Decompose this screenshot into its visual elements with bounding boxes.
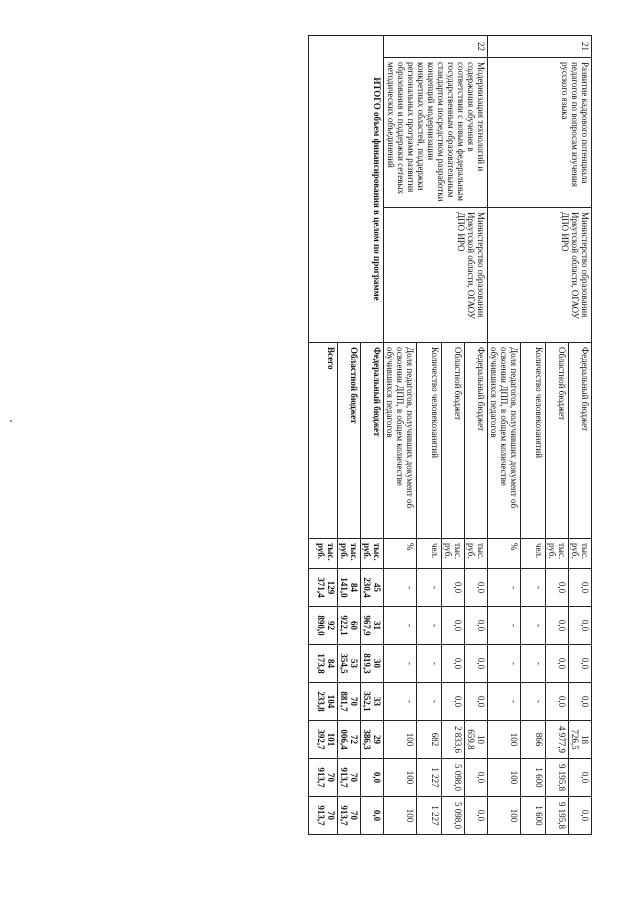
total-value-cell: 0,0 (361, 797, 384, 835)
value-cell: 1 600 (521, 759, 546, 797)
value-cell: 0,0 (465, 607, 488, 645)
value-cell: 100 (384, 797, 417, 835)
value-cell: 100 (384, 721, 417, 759)
value-cell: - (384, 645, 417, 683)
value-cell: 0,0 (465, 569, 488, 607)
value-cell: 1 227 (417, 797, 442, 835)
value-cell: 0,0 (465, 759, 488, 797)
executor: Министерство образования Иркутской области, ОГАОУ ДПО ИРО (384, 208, 488, 343)
value-cell: 5 098,0 (442, 797, 465, 835)
value-cell: 1 227 (417, 759, 442, 797)
value-cell: 5 098,0 (442, 759, 465, 797)
value-cell: 100 (488, 797, 521, 835)
indicator-label: Федеральный бюджет (569, 343, 592, 539)
value-cell: 10 659,8 (465, 721, 488, 759)
program-financing-table (308, 35, 592, 835)
value-cell: - (488, 645, 521, 683)
total-line-label: Федеральный бюджет (361, 343, 384, 539)
value-cell: 4 977,9 (546, 721, 569, 759)
value-cell: 0,0 (546, 645, 569, 683)
value-cell: 866 (521, 721, 546, 759)
executor: Министерство образования Иркутской области, ОГАОУ ДПО ИРО (488, 208, 592, 343)
value-cell: - (488, 569, 521, 607)
indicator-label: Доля педагогов, получивших документ об освоении ДПП, в общем количестве обучившихся педагогов (488, 343, 521, 539)
total-value-cell: 72 006,4 (338, 721, 361, 759)
total-value-cell: 30 819,3 (361, 645, 384, 683)
total-value-cell: 53 354,5 (338, 645, 361, 683)
unit: тыс. руб. (546, 539, 569, 569)
total-value-cell: 84 173,8 (309, 645, 338, 683)
total-value-cell: 84 141,0 (338, 569, 361, 607)
value-cell: - (521, 569, 546, 607)
value-cell: 0,0 (442, 645, 465, 683)
total-value-cell: 60 922,1 (338, 607, 361, 645)
value-cell: - (521, 683, 546, 721)
total-value-cell: 70 913,7 (309, 759, 338, 797)
value-cell: 2 833,6 (442, 721, 465, 759)
row-number: 22 (384, 36, 488, 58)
value-cell: - (521, 645, 546, 683)
value-cell: 0,0 (442, 569, 465, 607)
indicator-label: Количество человекозанятий (521, 343, 546, 539)
value-cell: 0,0 (546, 607, 569, 645)
value-cell: 18 726,5 (569, 721, 592, 759)
unit: тыс. руб. (569, 539, 592, 569)
unit: тыс. руб. (465, 539, 488, 569)
indicator-label: Областной бюджет (442, 343, 465, 539)
unit: чел. (521, 539, 546, 569)
total-value-cell: 0,0 (361, 759, 384, 797)
total-value-cell: 101 392,7 (309, 721, 338, 759)
activity-name: Модернизация технологий и содержания обучения в соответствии с новым федеральным государственным образовательным стандартом посредством разработки концепций модернизации конкретных областей, поддержки региональных программ развития образования и поддержки сетевых методических объединений (384, 58, 488, 208)
value-cell: 0,0 (569, 607, 592, 645)
value-cell: 0,0 (442, 607, 465, 645)
value-cell: 0,0 (465, 797, 488, 835)
total-value-cell: 29 386,3 (361, 721, 384, 759)
total-value-cell: 129 371,4 (309, 569, 338, 607)
unit: тыс. руб. (338, 539, 361, 569)
indicator-label: Федеральный бюджет (465, 343, 488, 539)
total-value-cell: 70 913,7 (309, 797, 338, 835)
value-cell: 1 600 (521, 797, 546, 835)
total-row (361, 36, 384, 835)
indicator-label: Количество человекозанятий (417, 343, 442, 539)
total-value-cell: 70 881,7 (338, 683, 361, 721)
table-row (465, 36, 488, 835)
value-cell: 682 (417, 721, 442, 759)
value-cell: 0,0 (442, 683, 465, 721)
total-line-label: Всего (309, 343, 338, 539)
table-row (569, 36, 592, 835)
unit: тыс. руб. (361, 539, 384, 569)
value-cell: - (488, 683, 521, 721)
value-cell: 0,0 (546, 569, 569, 607)
value-cell: - (417, 607, 442, 645)
value-cell: 9 195,8 (546, 797, 569, 835)
unit: % (384, 539, 417, 569)
value-cell: - (417, 645, 442, 683)
unit: чел. (417, 539, 442, 569)
value-cell: - (384, 607, 417, 645)
total-value-cell: 70 913,7 (338, 759, 361, 797)
value-cell: 0,0 (569, 569, 592, 607)
total-value-cell: 104 233,8 (309, 683, 338, 721)
total-line-label: Областной бюджет (338, 343, 361, 539)
activity-name: Развитие кадрового потенциала педагогов по вопросам изучения русского языка (488, 58, 592, 208)
value-cell: 0,0 (546, 683, 569, 721)
value-cell: 0,0 (569, 683, 592, 721)
indicator-label: Областной бюджет (546, 343, 569, 539)
value-cell: 0,0 (465, 683, 488, 721)
total-value-cell: 31 967,9 (361, 607, 384, 645)
total-value-cell: 33 352,1 (361, 683, 384, 721)
value-cell: - (384, 569, 417, 607)
value-cell: - (521, 607, 546, 645)
value-cell: 0,0 (569, 797, 592, 835)
value-cell: 100 (384, 759, 417, 797)
value-cell: - (417, 569, 442, 607)
value-cell: 100 (488, 759, 521, 797)
value-cell: 0,0 (569, 645, 592, 683)
total-value-cell: 92 890,0 (309, 607, 338, 645)
total-label: ИТОГО объем финансирования в целом по программе (309, 36, 384, 343)
unit: тыс. руб. (309, 539, 338, 569)
value-cell: 0,0 (569, 759, 592, 797)
value-cell: 9 195,8 (546, 759, 569, 797)
unit: % (488, 539, 521, 569)
total-value-cell: 70 913,7 (338, 797, 361, 835)
value-cell: - (417, 683, 442, 721)
row-number: 21 (488, 36, 592, 58)
value-cell: 100 (488, 721, 521, 759)
value-cell: 0,0 (465, 645, 488, 683)
value-cell: - (384, 683, 417, 721)
indicator-label: Доля педагогов, получивших документ об освоении ДПП, в общем количестве обучившихся педагогов (384, 343, 417, 539)
total-value-cell: 45 230,4 (361, 569, 384, 607)
scan-dot (10, 420, 12, 422)
value-cell: - (488, 607, 521, 645)
unit: тыс. руб. (442, 539, 465, 569)
